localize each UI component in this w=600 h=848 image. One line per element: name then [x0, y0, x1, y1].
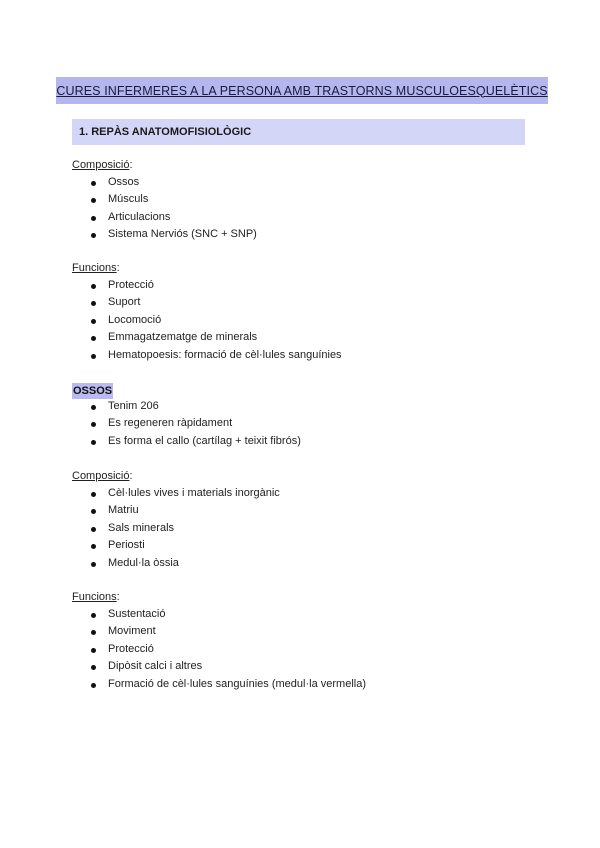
- list-item: Cèl·lules vives i materials inorgànic: [72, 485, 542, 502]
- list-item: Es regeneren ràpidament: [72, 415, 542, 432]
- list-item: Protecció: [72, 641, 542, 658]
- ossos-list: [72, 398, 542, 450]
- list-item: Hematopoesis: formació de cèl·lules sanguínies: [72, 347, 542, 364]
- list-item: Suport: [72, 294, 542, 311]
- general-composicio-block: [72, 157, 542, 244]
- list-item: Es forma el callo (cartílag + teixit fibrós): [72, 433, 542, 450]
- list-item: Músculs: [72, 191, 542, 208]
- ossos-funcions-list: [72, 606, 542, 693]
- list-item: Protecció: [72, 277, 542, 294]
- ossos-block: [72, 381, 542, 450]
- list-item: Sistema Nerviós (SNC + SNP): [72, 226, 542, 243]
- ossos-funcions-block: [72, 589, 542, 693]
- ossos-composicio-list: [72, 485, 542, 572]
- list-item: Moviment: [72, 623, 542, 640]
- list-item: Locomoció: [72, 312, 542, 329]
- composicio-list: [72, 174, 542, 244]
- funcions-label: Funcions:: [72, 591, 120, 603]
- document-title: CURES INFERMERES A LA PERSONA AMB TRASTORNS MUSCULOESQUELÈTICS: [56, 83, 548, 98]
- list-item: Matriu: [72, 502, 542, 519]
- ossos-composicio-block: [72, 468, 542, 572]
- list-item: Articulacions: [72, 209, 542, 226]
- section-heading-banner: [72, 119, 525, 145]
- list-item: Dipòsit calci i altres: [72, 658, 542, 675]
- ossos-heading: OSSOS: [73, 385, 113, 397]
- funcions-label: Funcions:: [72, 262, 120, 274]
- list-item: Tenim 206: [72, 398, 542, 415]
- composicio-label: Composició:: [72, 159, 133, 171]
- general-funcions-block: [72, 260, 542, 364]
- composicio-label: Composició:: [72, 470, 133, 482]
- list-item: Periosti: [72, 537, 542, 554]
- list-item: Formació de cèl·lules sanguínies (medul·la vermella): [72, 676, 542, 693]
- list-item: Sustentació: [72, 606, 542, 623]
- list-item: Sals minerals: [72, 520, 542, 537]
- list-item: Ossos: [72, 174, 542, 191]
- funcions-list: [72, 277, 542, 364]
- document-title-banner: [56, 77, 548, 104]
- list-item: Medul·la òssia: [72, 555, 542, 572]
- section-heading: 1. REPÀS ANATOMOFISIOLÒGIC: [79, 126, 252, 138]
- list-item: Emmagatzematge de minerals: [72, 329, 542, 346]
